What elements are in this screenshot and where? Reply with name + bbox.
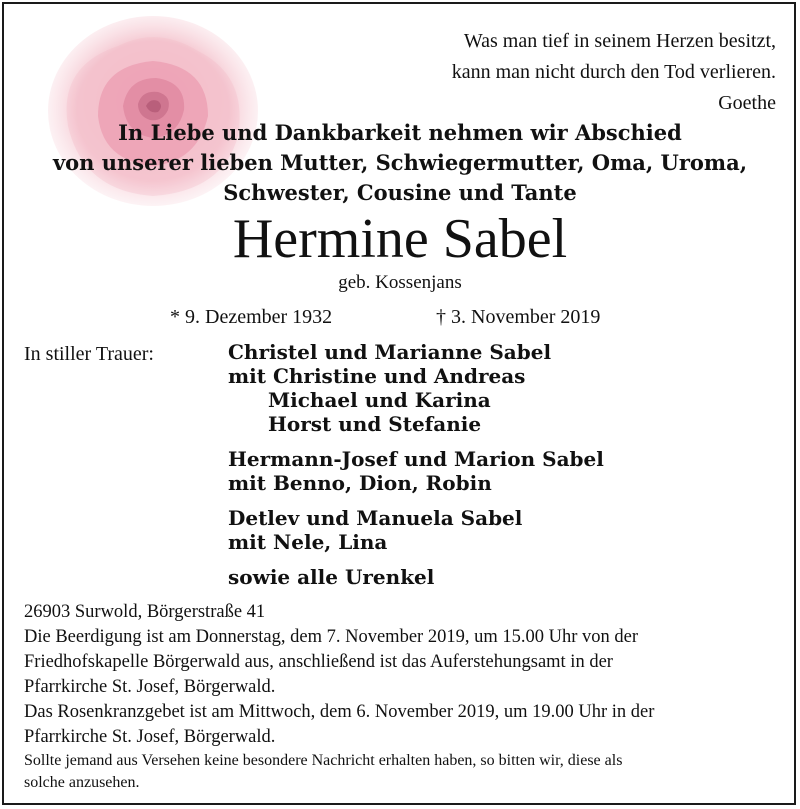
- mourners-list: [228, 340, 604, 600]
- quote-line: kann man nicht durch den Tod verlieren.: [451, 61, 776, 83]
- intro-line: In Liebe und Dankbarkeit nehmen wir Abschied: [118, 120, 682, 145]
- quote: [452, 26, 776, 119]
- funeral-line: Die Beerdigung ist am Donnerstag, dem 7. November 2019, um 15.00 Uhr von der: [24, 627, 638, 647]
- mourner-line: Michael und Karina: [268, 388, 491, 412]
- rosary-line: Pfarrkirche St. Josef, Börgerwald.: [24, 727, 276, 747]
- intro-line: von unserer lieben Mutter, Schwiegermutter, Oma, Uroma,: [52, 150, 748, 175]
- quote-line: Was man tief in seinem Herzen besitzt,: [463, 30, 776, 52]
- mourner-group: [228, 447, 604, 495]
- deceased-name: Hermine Sabel: [232, 208, 568, 270]
- intro-line: Schwester, Cousine und Tante: [223, 180, 577, 205]
- quote-author: Goethe: [718, 92, 776, 114]
- intro-text: [0, 118, 800, 208]
- address: 26903 Surwold, Börgerstraße 41: [24, 602, 266, 622]
- mourner-line: mit Nele, Lina: [228, 530, 388, 554]
- mourner-group: [228, 340, 604, 436]
- mourner-line: Horst und Stefanie: [268, 412, 482, 436]
- rosary-line: Das Rosenkranzgebet ist am Mittwoch, dem 6. November 2019, um 19.00 Uhr in der: [24, 702, 655, 722]
- funeral-line: Pfarrkirche St. Josef, Börgerwald.: [24, 677, 276, 697]
- mourner-line: sowie alle Urenkel: [228, 565, 435, 589]
- death-date: † 3. November 2019: [436, 306, 601, 328]
- mourner-group: [228, 506, 604, 554]
- mourner-line: Christel und Marianne Sabel: [228, 340, 552, 364]
- born-name: geb. Kossenjans: [338, 272, 462, 293]
- mourning-label: In stiller Trauer:: [24, 343, 154, 365]
- birth-date: * 9. Dezember 1932: [170, 306, 333, 328]
- notice-footer: [24, 600, 784, 794]
- mourner-line: mit Benno, Dion, Robin: [228, 471, 492, 495]
- mourner-group: [228, 565, 604, 589]
- funeral-line: Friedhofskapelle Börgerwald aus, anschließend ist das Auferstehungsamt in der: [24, 652, 613, 672]
- mourner-line: Hermann-Josef und Marion Sabel: [228, 447, 604, 471]
- notice-line: solche anzusehen.: [24, 774, 140, 791]
- mourner-line: Detlev und Manuela Sabel: [228, 506, 523, 530]
- notice-line: Sollte jemand aus Versehen keine besondere Nachricht erhalten haben, so bitten wir, diese als: [24, 752, 623, 769]
- mourner-line: mit Christine und Andreas: [228, 364, 526, 388]
